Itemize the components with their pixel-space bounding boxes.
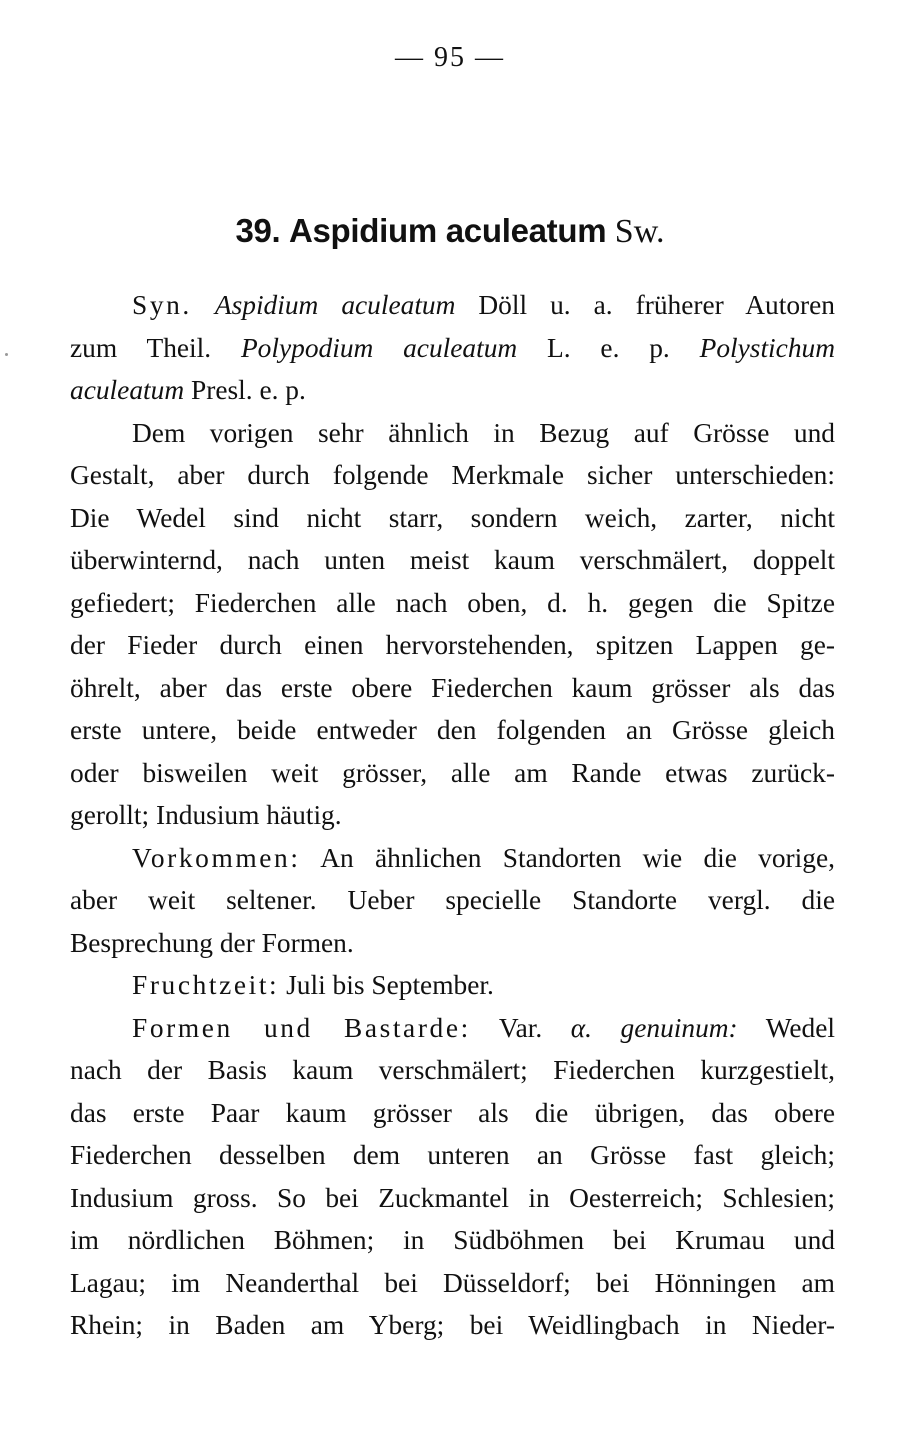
species-heading (0, 212, 900, 251)
text-line: Fiederchen desselben dem unteren an Grösse fast gleich; (70, 1140, 835, 1170)
text-line: im nördlichen Böhmen; in Südböhmen bei Krumau und (70, 1225, 835, 1255)
text-line: aber weit seltener. Ueber specielle Standorte vergl. die (70, 885, 835, 915)
forms-line: Formen und Bastarde: Var. α. genuinum: Wedel (132, 1012, 835, 1043)
synonym-line: zum Theil. Polypodium aculeatum L. e. p. Polystichum (70, 332, 835, 363)
occurrence-line: Vorkommen: An ähnlichen Standorten wie die vorige, (132, 842, 835, 873)
species-number: 39. (235, 212, 281, 249)
text-line: erste untere, beide entweder den folgenden an Grösse gleich (70, 715, 835, 745)
text-line: das erste Paar kaum grösser als die übrigen, das obere (70, 1097, 835, 1128)
text-line: der Fieder durch einen hervorstehenden, spitzen Lappen ge- (70, 630, 835, 660)
margin-speck (5, 353, 8, 356)
text-line: nach der Basis kaum verschmälert; Fiederchen kurzgestielt, (70, 1055, 835, 1085)
text-line: gefiedert; Fiederchen alle nach oben, d. h. gegen die Spitze (70, 587, 835, 618)
text-line: Indusium gross. So bei Zuckmantel in Oesterreich; Schlesien; (70, 1182, 835, 1213)
text-line: Die Wedel sind nicht starr, sondern weich, zarter, nicht (70, 502, 835, 533)
text-line: gerollt; Indusium häutig. (70, 800, 342, 830)
text-line: Besprechung der Formen. (70, 927, 354, 958)
species-name: Aspidium aculeatum (288, 212, 607, 249)
text-line: Lagau; im Neanderthal bei Düsseldorf; bei Hönningen am (70, 1267, 835, 1298)
species-author: Sw. (614, 213, 665, 250)
page-number: — 95 — (395, 42, 505, 73)
text-line: Rhein; in Baden am Yberg; bei Weidlingbach in Nieder- (70, 1310, 835, 1340)
text-line: oder bisweilen weit grösser, alle am Rande etwas zurück- (70, 757, 835, 788)
body-text (70, 284, 835, 1347)
synonym-line: Syn. Aspidium aculeatum Döll u. a. früherer Autoren (132, 290, 835, 320)
fruiting-line: Fruchtzeit: Juli bis September. (132, 970, 494, 1000)
text-line: Dem vorigen sehr ähnlich in Bezug auf Grösse und (132, 417, 835, 448)
text-line: Gestalt, aber durch folgende Merkmale sicher unterschieden: (70, 460, 835, 490)
synonym-line: aculeatum Presl. e. p. (70, 375, 306, 405)
text-line: überwinternd, nach unten meist kaum verschmälert, doppelt (70, 545, 835, 575)
text-line: öhrelt, aber das erste obere Fiederchen kaum grösser als das (70, 672, 835, 703)
